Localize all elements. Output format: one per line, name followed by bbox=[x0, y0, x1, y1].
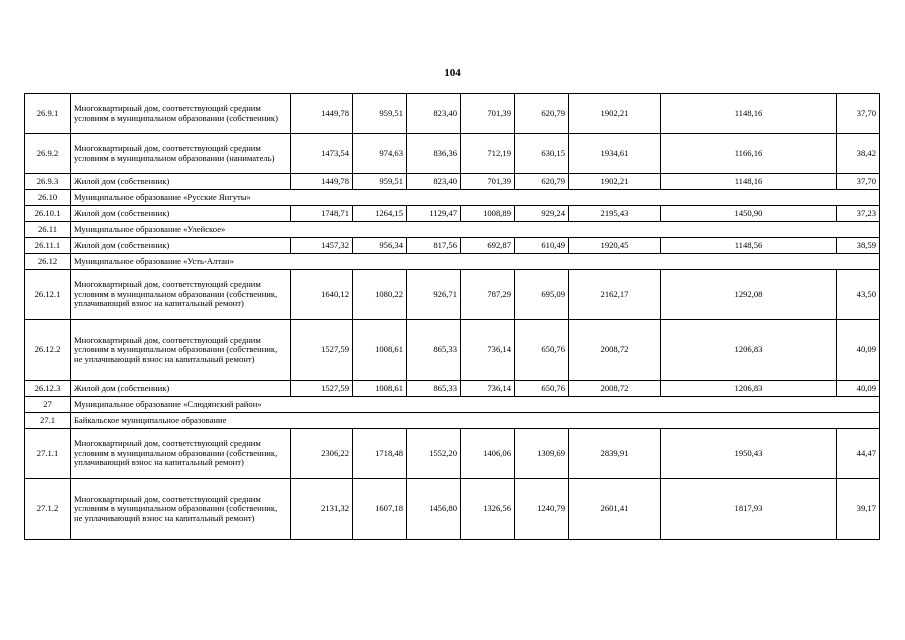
row-code: 26.9.1 bbox=[25, 94, 71, 134]
value-cell-3: 865,33 bbox=[407, 320, 461, 381]
value-cell-3: 1129,47 bbox=[407, 206, 461, 222]
row-code: 26.12.2 bbox=[25, 320, 71, 381]
value-cell-6: 1902,21 bbox=[569, 94, 661, 134]
table-row bbox=[25, 134, 880, 174]
value-cell-6: 1934,61 bbox=[569, 134, 661, 174]
value-cell-8: 40,09 bbox=[837, 320, 880, 381]
table-row bbox=[25, 206, 880, 222]
value-cell-2: 974,63 bbox=[353, 134, 407, 174]
value-cell-5: 650,76 bbox=[515, 320, 569, 381]
value-cell-4: 701,39 bbox=[461, 94, 515, 134]
value-cell-3: 823,40 bbox=[407, 174, 461, 190]
section-code: 26.11 bbox=[25, 222, 71, 238]
table-row bbox=[25, 174, 880, 190]
table-row bbox=[25, 479, 880, 540]
section-title: Муниципальное образование «Слюдянский район» bbox=[71, 397, 880, 413]
value-cell-8: 38,42 bbox=[837, 134, 880, 174]
value-cell-2: 1008,61 bbox=[353, 381, 407, 397]
value-cell-5: 610,49 bbox=[515, 238, 569, 254]
value-cell-7: 1206,83 bbox=[661, 320, 837, 381]
value-cell-6: 1920,45 bbox=[569, 238, 661, 254]
row-description: Многоквартирный дом, соответствующий средним условиям в муниципальном образовании (собственник, не уплачивающий взнос на капитальный ремонт) bbox=[71, 479, 291, 540]
value-cell-6: 2008,72 bbox=[569, 381, 661, 397]
value-cell-5: 929,24 bbox=[515, 206, 569, 222]
value-cell-7: 1950,43 bbox=[661, 429, 837, 479]
value-cell-6: 2195,43 bbox=[569, 206, 661, 222]
row-description: Жилой дом (собственник) bbox=[71, 206, 291, 222]
value-cell-2: 1008,61 bbox=[353, 320, 407, 381]
value-cell-5: 695,09 bbox=[515, 270, 569, 320]
value-cell-1: 1449,78 bbox=[291, 94, 353, 134]
row-code: 26.9.2 bbox=[25, 134, 71, 174]
value-cell-5: 630,15 bbox=[515, 134, 569, 174]
value-cell-3: 817,56 bbox=[407, 238, 461, 254]
section-code: 27.1 bbox=[25, 413, 71, 429]
value-cell-7: 1206,83 bbox=[661, 381, 837, 397]
value-cell-3: 823,40 bbox=[407, 94, 461, 134]
value-cell-6: 2008,72 bbox=[569, 320, 661, 381]
value-cell-4: 1326,56 bbox=[461, 479, 515, 540]
row-description: Многоквартирный дом, соответствующий средним условиям в муниципальном образовании (собственник, не уплачивающий взнос на капитальный ремонт) bbox=[71, 320, 291, 381]
value-cell-7: 1292,08 bbox=[661, 270, 837, 320]
value-cell-2: 959,51 bbox=[353, 174, 407, 190]
value-cell-7: 1148,16 bbox=[661, 94, 837, 134]
tariff-table bbox=[24, 93, 880, 540]
value-cell-4: 712,19 bbox=[461, 134, 515, 174]
value-cell-6: 1902,21 bbox=[569, 174, 661, 190]
value-cell-1: 1527,59 bbox=[291, 320, 353, 381]
table-body bbox=[25, 94, 880, 540]
value-cell-2: 1718,48 bbox=[353, 429, 407, 479]
row-description: Многоквартирный дом, соответствующий средним условиям в муниципальном образовании (собственник) bbox=[71, 94, 291, 134]
table-row bbox=[25, 429, 880, 479]
value-cell-3: 1552,20 bbox=[407, 429, 461, 479]
value-cell-1: 1473,54 bbox=[291, 134, 353, 174]
value-cell-2: 956,34 bbox=[353, 238, 407, 254]
value-cell-2: 1264,15 bbox=[353, 206, 407, 222]
row-code: 26.12.1 bbox=[25, 270, 71, 320]
row-description: Многоквартирный дом, соответствующий средним условиям в муниципальном образовании (наниматель) bbox=[71, 134, 291, 174]
value-cell-8: 43,50 bbox=[837, 270, 880, 320]
value-cell-8: 44,47 bbox=[837, 429, 880, 479]
value-cell-4: 736,14 bbox=[461, 320, 515, 381]
table-row bbox=[25, 238, 880, 254]
value-cell-2: 959,51 bbox=[353, 94, 407, 134]
value-cell-4: 1008,89 bbox=[461, 206, 515, 222]
section-row bbox=[25, 397, 880, 413]
value-cell-8: 37,23 bbox=[837, 206, 880, 222]
section-title: Муниципальное образование «Усть-Алтан» bbox=[71, 254, 880, 270]
value-cell-2: 1080,22 bbox=[353, 270, 407, 320]
value-cell-1: 2306,22 bbox=[291, 429, 353, 479]
row-code: 26.10.1 bbox=[25, 206, 71, 222]
row-description: Многоквартирный дом, соответствующий средним условиям в муниципальном образовании (собственник, уплачивающий взнос на капитальный ремонт) bbox=[71, 270, 291, 320]
value-cell-8: 37,70 bbox=[837, 94, 880, 134]
value-cell-6: 2601,41 bbox=[569, 479, 661, 540]
section-code: 27 bbox=[25, 397, 71, 413]
value-cell-2: 1607,18 bbox=[353, 479, 407, 540]
value-cell-5: 650,76 bbox=[515, 381, 569, 397]
value-cell-5: 1309,69 bbox=[515, 429, 569, 479]
value-cell-1: 1457,32 bbox=[291, 238, 353, 254]
value-cell-1: 2131,32 bbox=[291, 479, 353, 540]
value-cell-4: 692,87 bbox=[461, 238, 515, 254]
value-cell-7: 1166,16 bbox=[661, 134, 837, 174]
value-cell-1: 1748,71 bbox=[291, 206, 353, 222]
value-cell-7: 1148,16 bbox=[661, 174, 837, 190]
value-cell-1: 1449,78 bbox=[291, 174, 353, 190]
section-title: Муниципальное образование «Улейское» bbox=[71, 222, 880, 238]
value-cell-8: 39,17 bbox=[837, 479, 880, 540]
value-cell-8: 38,59 bbox=[837, 238, 880, 254]
section-row bbox=[25, 254, 880, 270]
row-description: Жилой дом (собственник) bbox=[71, 174, 291, 190]
page-number: 104 bbox=[444, 67, 461, 79]
row-code: 26.9.3 bbox=[25, 174, 71, 190]
value-cell-4: 701,39 bbox=[461, 174, 515, 190]
value-cell-7: 1450,90 bbox=[661, 206, 837, 222]
value-cell-5: 620,79 bbox=[515, 94, 569, 134]
table-row bbox=[25, 270, 880, 320]
row-code: 27.1.1 bbox=[25, 429, 71, 479]
row-description: Многоквартирный дом, соответствующий средним условиям в муниципальном образовании (собственник, уплачивающий взнос на капитальный ремонт) bbox=[71, 429, 291, 479]
value-cell-8: 40,09 bbox=[837, 381, 880, 397]
value-cell-4: 1406,06 bbox=[461, 429, 515, 479]
value-cell-6: 2839,91 bbox=[569, 429, 661, 479]
row-code: 27.1.2 bbox=[25, 479, 71, 540]
value-cell-7: 1817,93 bbox=[661, 479, 837, 540]
section-code: 26.12 bbox=[25, 254, 71, 270]
section-row bbox=[25, 222, 880, 238]
value-cell-7: 1148,56 bbox=[661, 238, 837, 254]
section-title: Байкальское муниципальное образование bbox=[71, 413, 880, 429]
value-cell-8: 37,70 bbox=[837, 174, 880, 190]
value-cell-5: 1240,79 bbox=[515, 479, 569, 540]
value-cell-1: 1640,12 bbox=[291, 270, 353, 320]
value-cell-1: 1527,59 bbox=[291, 381, 353, 397]
table-row bbox=[25, 320, 880, 381]
value-cell-3: 836,36 bbox=[407, 134, 461, 174]
row-code: 26.11.1 bbox=[25, 238, 71, 254]
section-row bbox=[25, 190, 880, 206]
value-cell-6: 2162,17 bbox=[569, 270, 661, 320]
row-code: 26.12.3 bbox=[25, 381, 71, 397]
value-cell-3: 865,33 bbox=[407, 381, 461, 397]
table-row bbox=[25, 381, 880, 397]
value-cell-3: 926,71 bbox=[407, 270, 461, 320]
row-description: Жилой дом (собственник) bbox=[71, 238, 291, 254]
value-cell-5: 620,79 bbox=[515, 174, 569, 190]
table-row bbox=[25, 94, 880, 134]
value-cell-3: 1456,80 bbox=[407, 479, 461, 540]
section-code: 26.10 bbox=[25, 190, 71, 206]
value-cell-4: 787,29 bbox=[461, 270, 515, 320]
value-cell-4: 736,14 bbox=[461, 381, 515, 397]
row-description: Жилой дом (собственник) bbox=[71, 381, 291, 397]
section-row bbox=[25, 413, 880, 429]
section-title: Муниципальное образование «Русские Янгуты» bbox=[71, 190, 880, 206]
